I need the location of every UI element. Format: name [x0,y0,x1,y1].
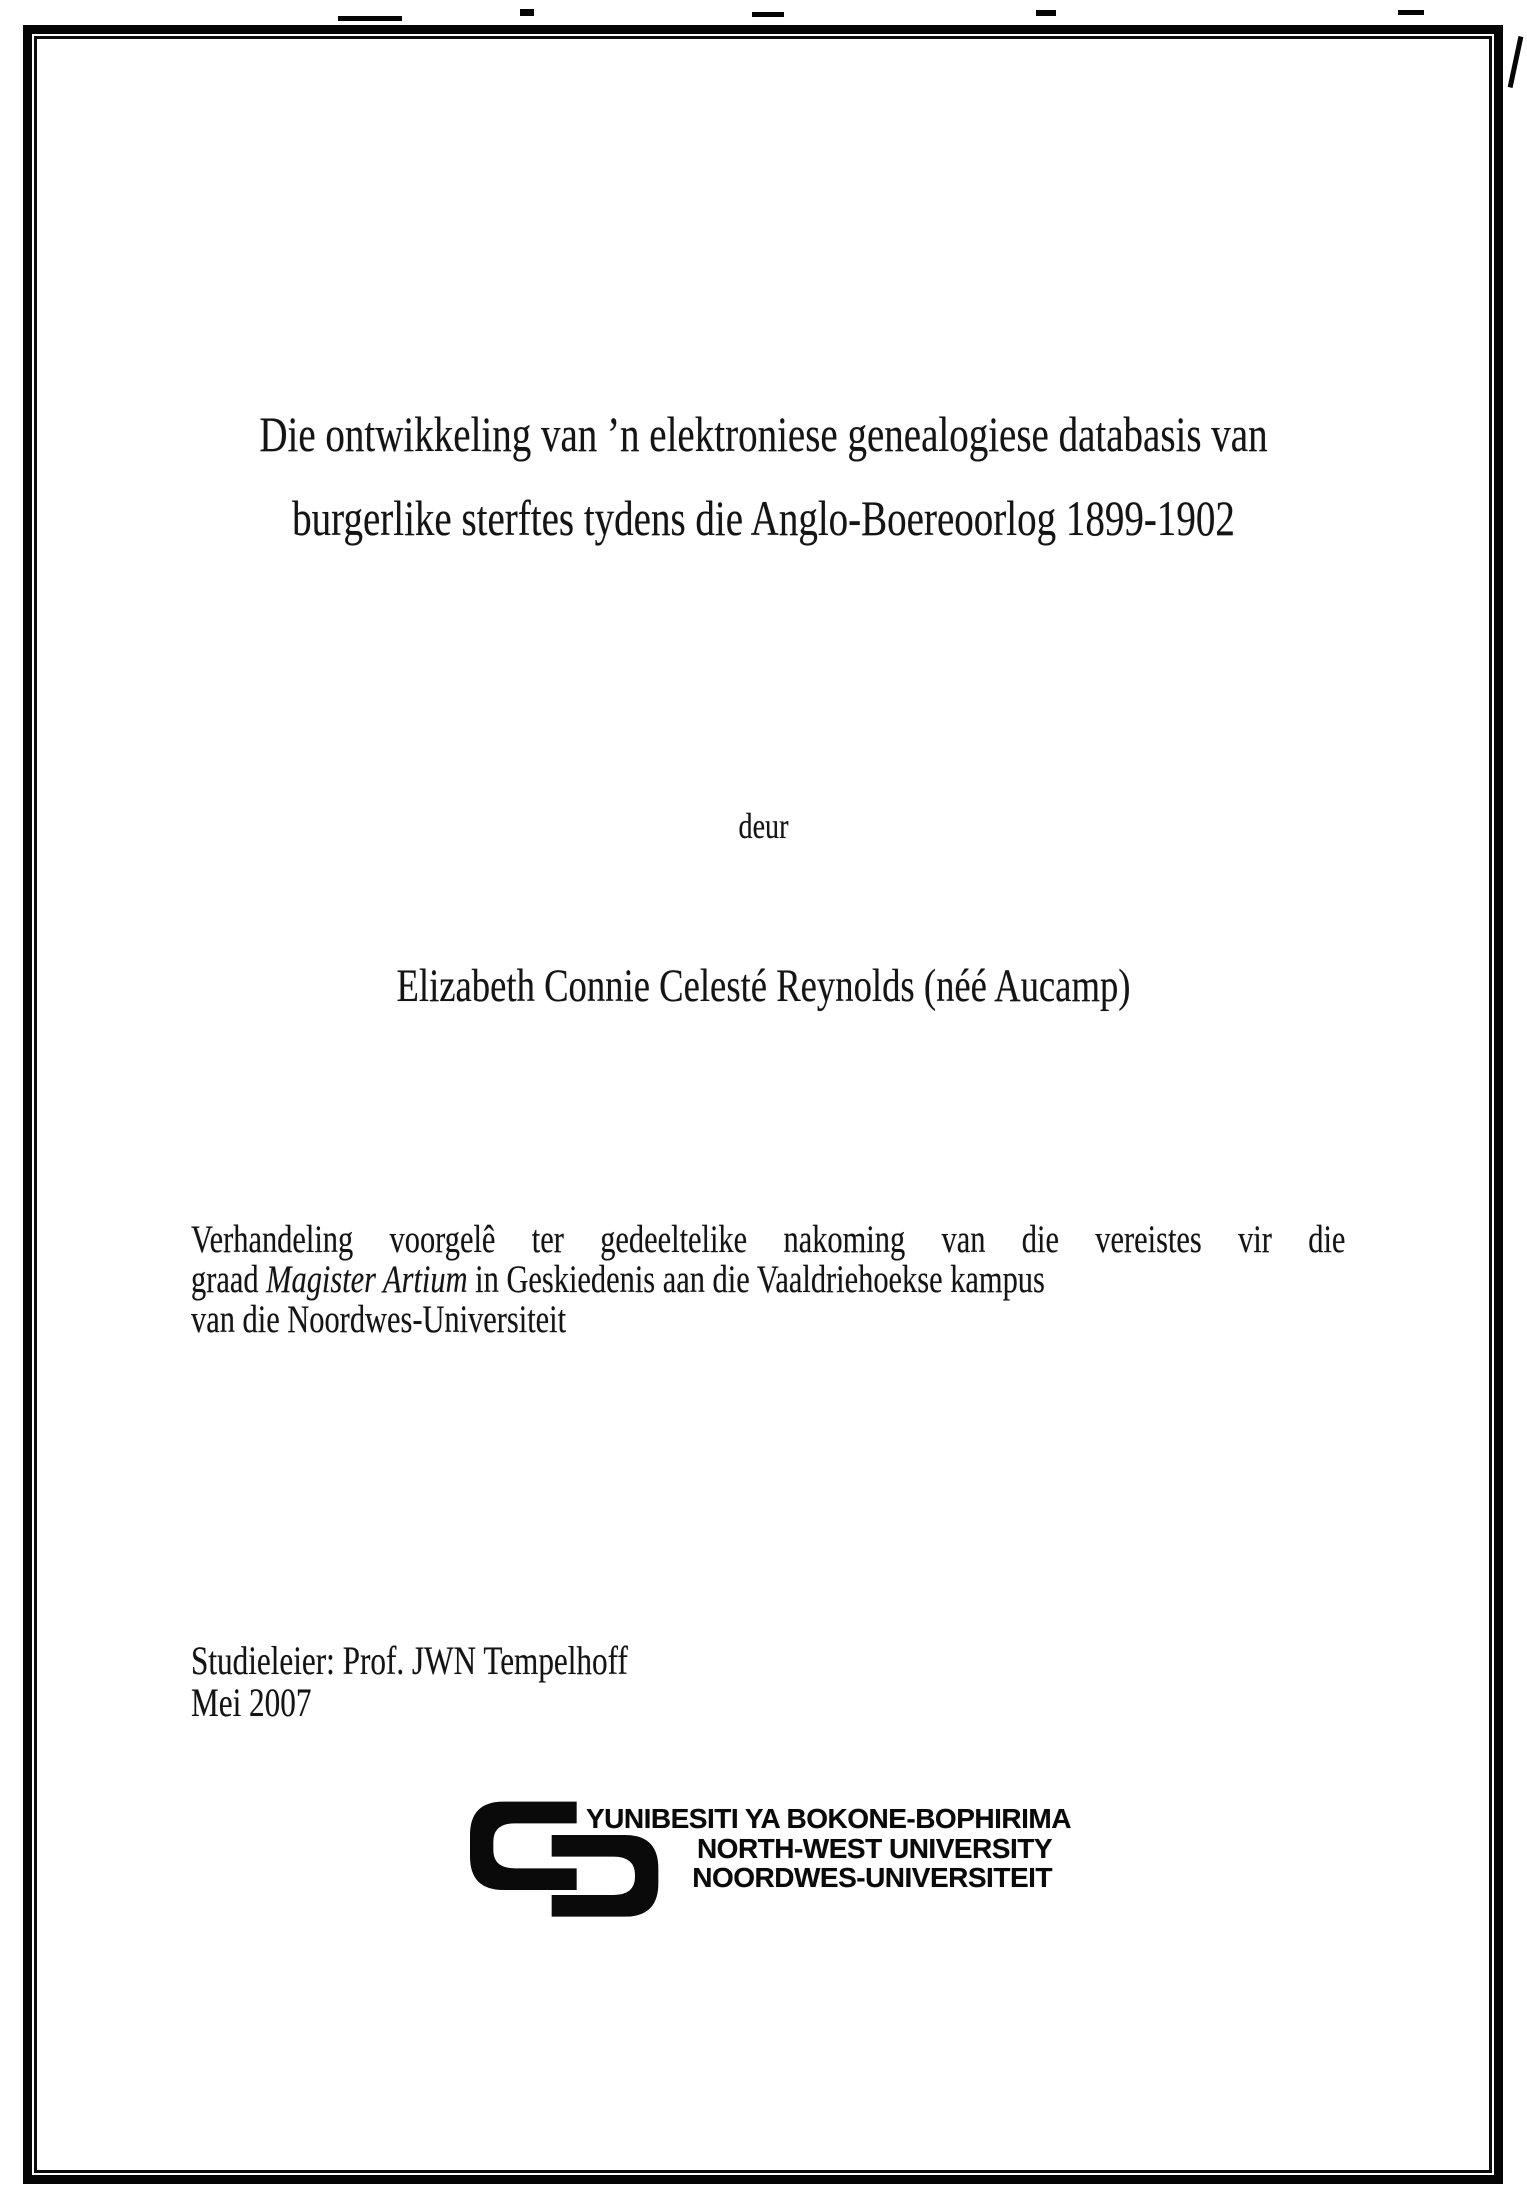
university-logo-text [586,1803,1071,1893]
degree-statement-line-3: van die Noordwes-Universiteit [191,1298,567,1341]
supervisor-line: Studieleier: Prof. JWN Tempelhoff [191,1638,628,1683]
byline-label: deur [738,806,789,846]
scan-artifact [1398,10,1424,15]
degree-name-italic: Magister Artium [266,1258,468,1301]
degree-statement-line-1: Verhandeling voorgelê ter gedeeltelike nakoming van die vereistes vir die [191,1218,1346,1261]
author-name: Elizabeth Connie Celesté Reynolds (néé Aucamp) [396,960,1131,1012]
logo-text-afrikaans: NOORDWES-UNIVERSITEIT [692,1862,1052,1893]
scan-artifact [752,12,784,17]
logo-text-english: NORTH-WEST UNIVERSITY [696,1832,1052,1864]
thesis-title [168,392,1359,560]
degree-statement-line-2-suffix: in Geskiedenis aan die Vaaldriehoekse kampus [467,1258,1045,1301]
degree-statement-line-2-prefix: graad [191,1258,267,1301]
thesis-title-line-2: burgerlike sterftes tydens die Anglo-Boereoorlog 1899-1902 [292,490,1235,546]
degree-statement [191,1220,1345,1340]
date-line: Mei 2007 [191,1680,312,1725]
thesis-title-line-1: Die ontwikkeling van ’n elektroniese genealogiese databasis van [259,406,1268,462]
scan-artifact [1036,10,1056,16]
scan-artifact [520,9,534,16]
scan-artifact [338,16,402,21]
degree-statement-line-2 [191,1260,1345,1300]
supervisor-block [191,1640,1345,1724]
logo-text-setswana: YUNIBESITI YA BOKONE-BOPHIRIMA [586,1803,1071,1834]
scan-artifact [1508,36,1524,88]
